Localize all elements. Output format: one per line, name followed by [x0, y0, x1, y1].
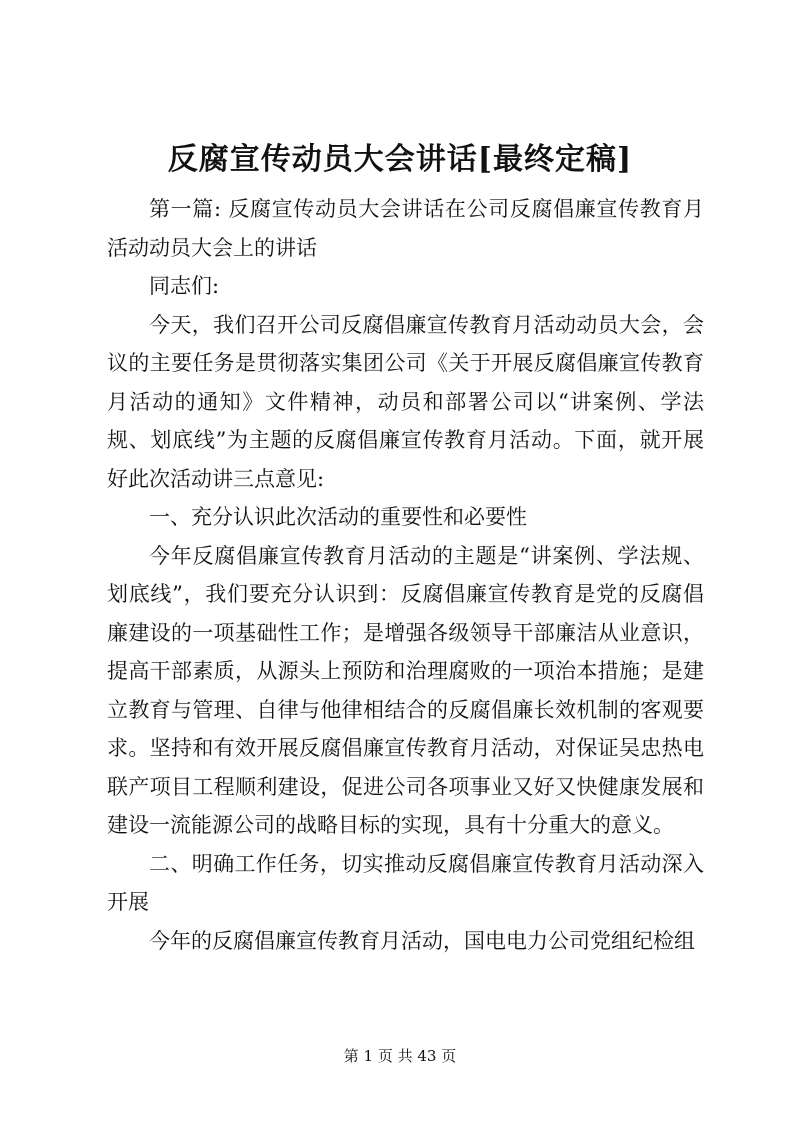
paragraph-section-2: 今年的反腐倡廉宣传教育月活动，国电电力公司党组纪检组: [149, 928, 695, 953]
document-title: 反腐宣传动员大会讲话[最终定稿]: [167, 142, 633, 177]
paragraph-heading: 第一篇: 反腐宣传动员大会讲话在公司反腐倡廉宣传教育月活动动员大会上的讲话: [107, 197, 704, 260]
page-number-footer: 第 1 页 共 43 页: [343, 1047, 457, 1065]
paragraph-salutation: 同志们:: [149, 274, 220, 298]
document-body: [107, 190, 704, 960]
section-heading-2: 二、明确工作任务，切实推动反腐倡廉宣传教育月活动深入开展: [107, 851, 704, 914]
paragraph-intro: 今天，我们召开公司反腐倡廉宣传教育月活动动员大会，会议的主要任务是贯彻落实集团公司《关于开展反腐倡廉宣传教育月活动的通知》文件精神，动员和部署公司以“讲案例、学法规、划底线”为主题的反腐倡廉宣传教育月活动。下面，就开展好此次活动讲三点意见:: [107, 312, 704, 491]
paragraph-section-1: 今年反腐倡廉宣传教育月活动的主题是“讲案例、学法规、划底线”，我们要充分认识到：反腐倡廉宣传教育是党的反腐倡廉建设的一项基础性工作；是增强各级领导干部廉洁从业意识，提高干部素质，从源头上预防和治理腐败的一项治本措施；是建立教育与管理、自律与他律相结合的反腐倡廉长效机制的客观要求。坚持和有效开展反腐倡廉宣传教育月活动，对保证吴忠热电联产项目工程顺利建设，促进公司各项事业又好又快健康发展和建设一流能源公司的战略目标的实现，具有十分重大的意义。: [107, 543, 704, 837]
section-heading-1: 一、充分认识此次活动的重要性和必要性: [149, 505, 527, 529]
